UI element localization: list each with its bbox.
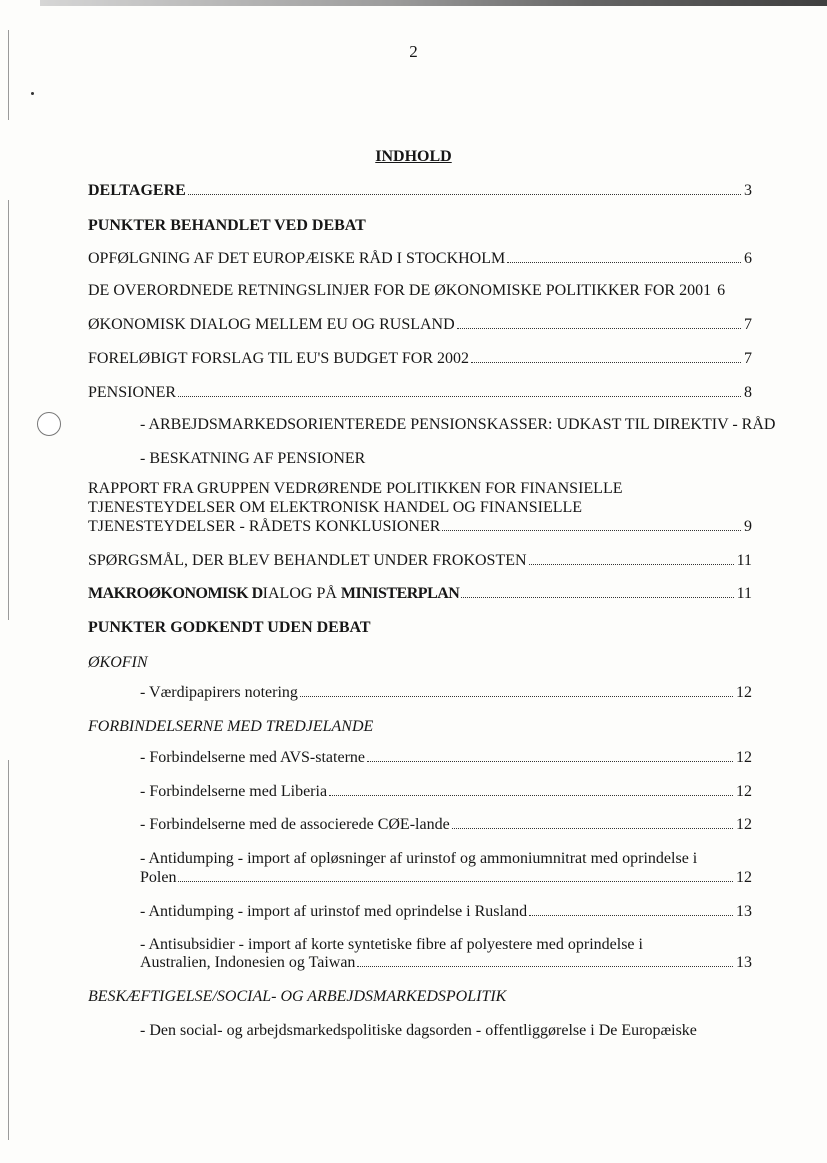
leader-dots <box>178 881 733 882</box>
leader-dots <box>188 194 741 195</box>
toc-page: 9 <box>744 518 752 535</box>
leader-dots <box>471 362 741 363</box>
toc-entry-frokosten[interactable] <box>88 551 752 571</box>
scan-left-edge <box>8 200 9 620</box>
toc-label: PENSIONER <box>88 384 177 401</box>
toc-entry-antisubsidier-line1: - Antisubsidier - import af korte syntetiske fibre af polyestere med oprindelse i <box>140 936 643 953</box>
toc-page: 12 <box>736 783 752 800</box>
toc-label: Australien, Indonesien og Taiwan <box>140 954 356 971</box>
toc-label-bold: MAKROØKONOMISK D <box>88 585 263 602</box>
toc-page: 7 <box>744 350 752 367</box>
toc-page: 6 <box>717 282 726 299</box>
toc-entry-makro[interactable] <box>88 584 752 604</box>
toc-page: 12 <box>736 749 752 766</box>
toc-page: 6 <box>744 250 752 267</box>
toc-entry-stockholm[interactable] <box>88 249 752 269</box>
toc-entry-rapport-line1: RAPPORT FRA GRUPPEN VEDRØRENDE POLITIKKEN FOR FINANSIELLE <box>88 480 623 497</box>
leader-dots <box>507 262 741 263</box>
toc-page: 11 <box>736 585 752 602</box>
section-heading: PUNKTER BEHANDLET VED DEBAT <box>88 217 366 234</box>
toc-entry-antidumping-rusland[interactable] <box>140 902 752 922</box>
toc-entry-coe[interactable] <box>140 815 752 835</box>
toc-label <box>88 584 459 604</box>
toc-label: - Forbindelserne med Liberia <box>140 783 328 800</box>
toc-label: ØKONOMISK DIALOG MELLEM EU OG RUSLAND <box>88 316 455 333</box>
leader-dots <box>300 696 733 697</box>
toc-label: OPFØLGNING AF DET EUROPÆISKE RÅD I STOCKHOLM <box>88 250 506 267</box>
toc-page: 7 <box>744 316 752 333</box>
toc-label: - Forbindelserne med de associerede CØE-lande <box>140 816 450 833</box>
toc-entry-avs[interactable] <box>140 748 752 768</box>
leader-dots <box>442 530 741 531</box>
toc-label: FORELØBIGT FORSLAG TIL EU'S BUDGET FOR 2002 <box>88 350 469 367</box>
toc-entry-vaerdipapirers[interactable] <box>140 683 752 703</box>
subsection-heading: ØKOFIN <box>88 654 148 671</box>
toc-label: DELTAGERE <box>88 182 186 199</box>
page-number: 2 <box>409 42 418 61</box>
subsection-heading: FORBINDELSERNE MED TREDJELANDE <box>88 718 374 735</box>
leader-dots <box>529 915 733 916</box>
page-title: INDHOLD <box>375 148 452 165</box>
scan-top-band <box>40 0 827 6</box>
toc-page: 3 <box>744 182 752 199</box>
toc-label: TJENESTEYDELSER - RÅDETS KONKLUSIONER <box>88 518 441 535</box>
toc-page: 12 <box>736 684 752 701</box>
toc-label-plain: IALOG PÅ <box>262 585 341 602</box>
toc-page: 13 <box>736 903 752 920</box>
toc-label: DE OVERORDNEDE RETNINGSLINJER FOR DE ØKONOMISKE POLITIKKER FOR 2001 <box>88 282 712 299</box>
toc-subentry-pensionskasser[interactable]: - ARBEJDSMARKEDSORIENTEREDE PENSIONSKASSER: UDKAST TIL DIREKTIV - RÅD <box>140 416 776 433</box>
toc-entry-retningslinjer[interactable] <box>88 281 752 301</box>
toc-label: - Antidumping - import af urinstof med oprindelse i Rusland <box>140 903 528 920</box>
punch-hole <box>37 412 61 436</box>
toc-entry-antidumping-polen[interactable] <box>140 868 752 888</box>
toc-page: 12 <box>736 869 752 886</box>
leader-dots <box>357 966 733 967</box>
toc-entry-rapport-line2: TJENESTEYDELSER OM ELEKTRONISK HANDEL OG FINANSIELLE <box>88 499 583 516</box>
toc-page: 8 <box>744 384 752 401</box>
toc-entry-dagsorden[interactable]: - Den social- og arbejdsmarkedspolitiske dagsorden - offentliggørelse i De Europæiske <box>140 1022 697 1039</box>
toc-entry-antidumping-polen-line1: - Antidumping - import af opløsninger af urinstof og ammoniumnitrat med oprindelse i <box>140 850 698 867</box>
toc-entry-rapport[interactable] <box>88 517 752 537</box>
toc-entry-budget[interactable] <box>88 349 752 369</box>
leader-dots <box>367 761 733 762</box>
toc-entry-deltagere[interactable] <box>88 181 752 201</box>
toc-entry-antisubsidier[interactable] <box>140 953 752 973</box>
scan-left-edge <box>8 760 9 1140</box>
leader-dots <box>178 396 741 397</box>
leader-dots <box>529 564 734 565</box>
toc-entry-pensioner[interactable] <box>88 383 752 403</box>
toc-subentry-beskatning[interactable]: - BESKATNING AF PENSIONER <box>140 450 366 467</box>
leader-dots <box>329 795 733 796</box>
section-heading: PUNKTER GODKENDT UDEN DEBAT <box>88 619 371 636</box>
toc-label: - Værdipapirers notering <box>140 684 298 701</box>
leader-dots <box>457 328 741 329</box>
leader-dots <box>461 597 733 598</box>
toc-label: SPØRGSMÅL, DER BLEV BEHANDLET UNDER FROKOSTEN <box>88 552 527 569</box>
toc-label: - Forbindelserne med AVS-staterne <box>140 749 365 766</box>
toc-page: 11 <box>736 552 752 569</box>
scan-speck <box>31 92 34 95</box>
toc-page: 13 <box>736 954 752 971</box>
toc-entry-liberia[interactable] <box>140 782 752 802</box>
toc-entry-rusland[interactable] <box>88 315 752 335</box>
toc-label: Polen <box>140 869 177 886</box>
toc-label-bold: MINISTERPLAN <box>340 585 460 602</box>
subsection-heading: BESKÆFTIGELSE/SOCIAL- OG ARBEJDSMARKEDSPOLITIK <box>88 988 507 1005</box>
toc-page: 12 <box>736 816 752 833</box>
leader-dots <box>452 828 733 829</box>
